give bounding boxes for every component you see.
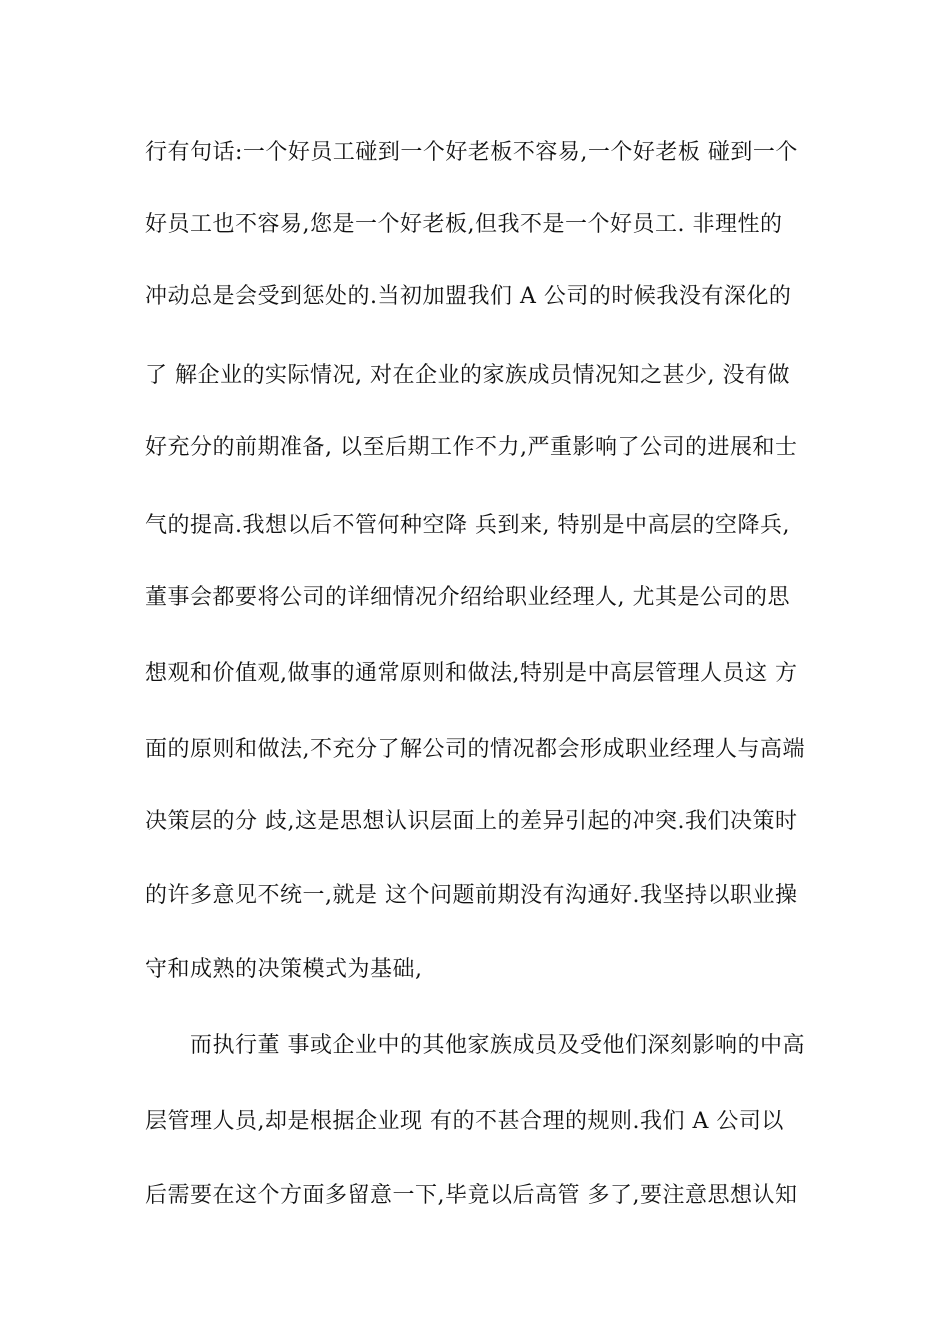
text-line: 了 解企业的实际情况, 对在企业的家族成员情况知之甚少, 没有做 — [145, 363, 790, 388]
text-line: 后需要在这个方面多留意一下,毕竟以后高管 多了,要注意思想认知 — [145, 1183, 798, 1208]
text-line: 面的原则和做法,不充分了解公司的情况都会形成职业经理人与高端 — [145, 737, 805, 762]
text-line: 好充分的前期准备, 以至后期工作不力,严重影响了公司的进展和士 — [145, 435, 798, 460]
text-line: 董事会都要将公司的详细情况介绍给职业经理人, 尤其是公司的思 — [145, 585, 790, 610]
text-line: 想观和价值观,做事的通常原则和做法,特别是中高层管理人员这 方 — [145, 661, 798, 686]
text-line: 的许多意见不统一,就是 这个问题前期没有沟通好.我坚持以职业操 — [145, 883, 798, 908]
text-line: 决策层的分 歧,这是思想认识层面上的差异引起的冲突.我们决策时 — [145, 809, 798, 834]
text-line: 好员工也不容易,您是一个好老板,但我不是一个好员工. 非理性的 — [145, 212, 783, 237]
text-line: 层管理人员,却是根据企业现 有的不甚合理的规则.我们 A 公司以 — [145, 1109, 784, 1134]
text-line: 气的提高.我想以后不管何种空降 兵到来, 特别是中高层的空降兵, — [145, 513, 790, 538]
text-line: 行有句话:一个好员工碰到一个好老板不容易,一个好老板 碰到一个 — [145, 140, 798, 165]
text-line: 冲动总是会受到惩处的.当初加盟我们 A 公司的时候我没有深化的 — [145, 284, 792, 309]
paragraph-first-line: 而执行董 事或企业中的其他家族成员及受他们深刻影响的中高 — [190, 1033, 805, 1058]
text-line: 守和成熟的决策模式为基础, — [145, 957, 423, 982]
